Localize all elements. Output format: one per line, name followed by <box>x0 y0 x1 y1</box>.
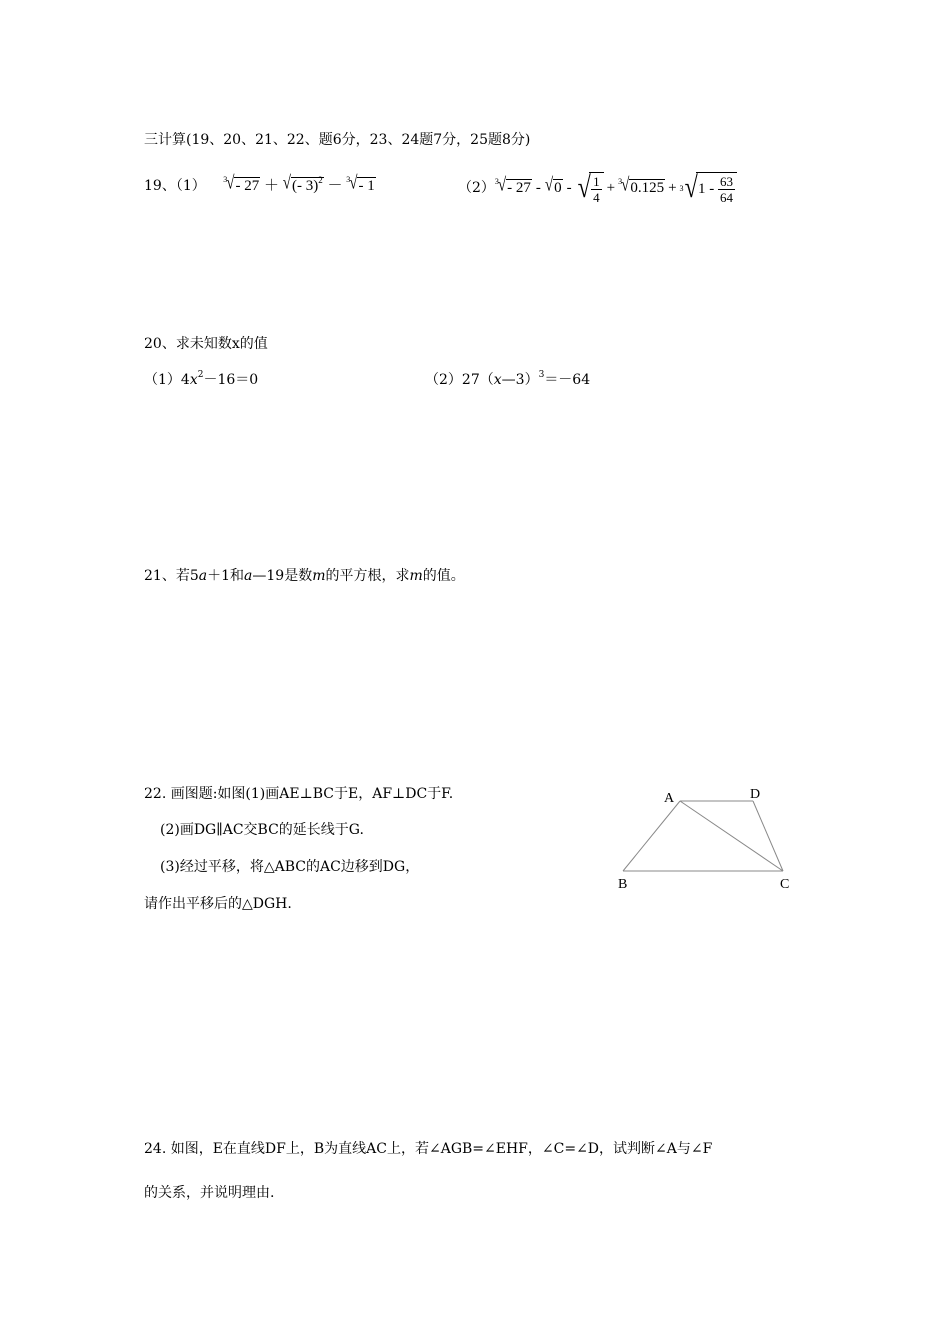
question-24-line-2: 的关系，并说明理由. <box>144 1185 275 1201</box>
cube-root-term: $^3$√- 27 <box>223 173 260 194</box>
operator: - <box>535 180 541 196</box>
section-header: 三计算(19、20、21、22、题6分，23、24题7分，25题8分) <box>144 132 531 148</box>
q19-p1-label: （1） <box>175 178 206 194</box>
operator: － <box>327 178 343 194</box>
cube-root-term: $^3$√0.125 <box>618 175 665 196</box>
label-a: A <box>664 791 675 806</box>
q19-p2-label: （2） <box>458 180 495 196</box>
question-21: 21、若5a＋1和a—19是数m的平方根，求m的值。 <box>144 568 465 584</box>
question-22-line-2: (2)画DG∥AC交BC的延长线于G. <box>160 822 364 838</box>
operator: ＋ <box>263 178 279 194</box>
question-22-line-3: (3)经过平移，将△ABC的AC边移到DG， <box>160 859 420 875</box>
operator: + <box>668 180 677 196</box>
square-root-term: √0 <box>544 175 562 196</box>
fraction-root-term: √ $\frac{1}{4}$ <box>576 172 604 205</box>
cube-root-term: $^3$√- 1 <box>346 173 375 194</box>
label-d: D <box>750 787 761 802</box>
question-22-line-4: 请作出平移后的△DGH. <box>144 896 292 912</box>
trapezoid-figure <box>610 780 800 890</box>
label-c: C <box>780 877 790 890</box>
question-24-line-1: 24. 如图，E在直线DF上，B为直线AC上，若∠AGB=∠EHF，∠C=∠D，试判断∠A与∠F <box>144 1141 713 1157</box>
square-root-term: √(- 3)$^2$ <box>282 173 323 194</box>
question-19-part-2 <box>458 168 737 208</box>
label-b: B <box>618 877 628 890</box>
q19-label: 19、 <box>144 178 176 194</box>
question-22-line-1: 22. 画图题:如图(1)画AE⊥BC于E，AF⊥DC于F. <box>144 786 454 802</box>
question-20-part-1: $(1)4x^2-16=0$ <box>144 370 259 388</box>
cube-root-fraction-term: 3 √ 1 - $\frac{63}{64}$ <box>680 172 737 205</box>
question-19-part-1 <box>144 173 376 196</box>
operator: + <box>606 180 616 196</box>
cube-root-term: $^3$√- 27 <box>494 175 531 196</box>
segment-ab <box>623 801 680 871</box>
question-20-title: 20、求未知数x的值 <box>144 336 268 352</box>
question-20-part-2: （2）27（x—3）$^3$＝－64 <box>425 370 591 388</box>
operator: - <box>566 180 572 196</box>
